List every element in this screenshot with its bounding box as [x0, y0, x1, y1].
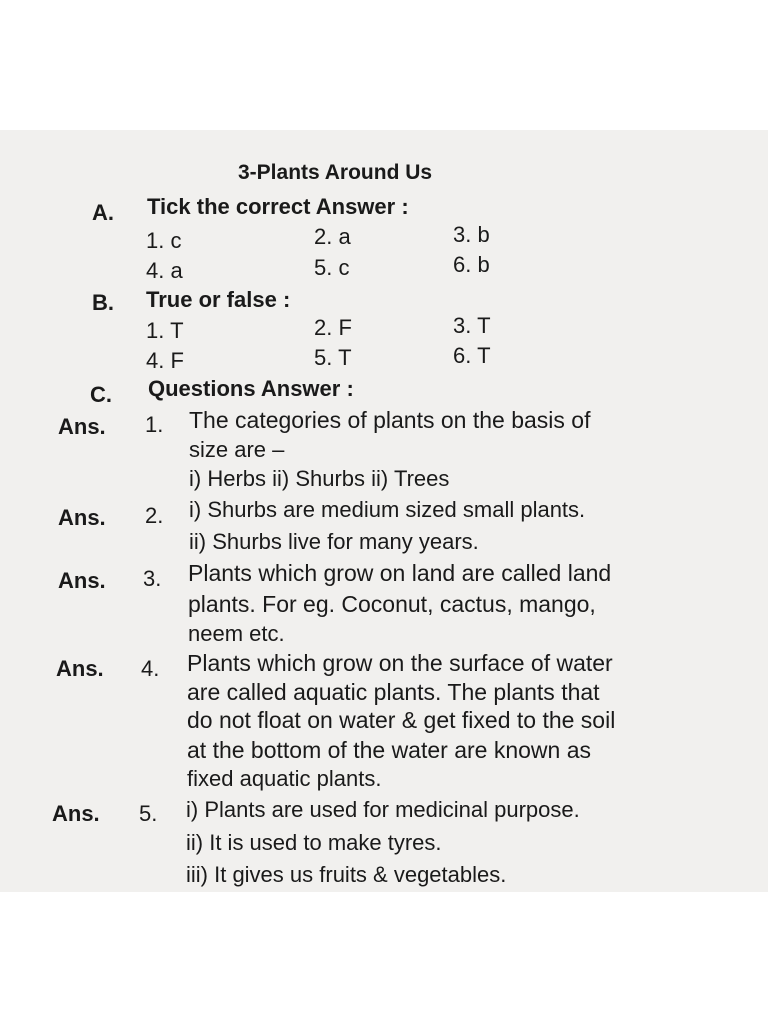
page-title: 3-Plants Around Us: [238, 161, 433, 184]
answer-5-line-3: iii) It gives us fruits & vegetables.: [186, 862, 507, 887]
section-c-heading: Questions Answer :: [148, 376, 354, 401]
section-a-answer-4: 4. a: [146, 258, 183, 283]
ans-label-1: Ans.: [58, 414, 106, 439]
section-b-letter: B.: [92, 290, 114, 315]
answer-4-line-1: Plants which grow on the surface of water: [187, 650, 613, 676]
ans-label-2: Ans.: [58, 505, 106, 530]
answer-1-line-3: i) Herbs ii) Shurbs ii) Trees: [189, 466, 450, 491]
section-c-letter: C.: [90, 382, 112, 407]
answer-3-line-1: Plants which grow on land are called land: [188, 560, 612, 586]
section-b-answer-4: 4. F: [146, 348, 184, 373]
answer-3-line-2: plants. For eg. Coconut, cactus, mango,: [188, 591, 596, 617]
answer-4-line-3: do not float on water & get fixed to the soil: [187, 707, 616, 733]
ans-label-5: Ans.: [52, 801, 100, 826]
answer-1-line-1: The categories of plants on the basis of: [189, 407, 591, 433]
section-b-answer-5: 5. T: [314, 345, 352, 370]
ans-label-4: Ans.: [56, 656, 104, 681]
question-number-2: 2.: [145, 503, 164, 528]
answer-4-line-4: at the bottom of the water are known as: [187, 737, 592, 763]
section-a-answer-2: 2. a: [314, 224, 351, 249]
section-a-letter: A.: [92, 200, 114, 225]
question-number-5: 5.: [139, 801, 158, 826]
section-a-heading: Tick the correct Answer :: [147, 194, 409, 219]
section-b-answer-1: 1. T: [146, 318, 184, 343]
question-number-1: 1.: [145, 412, 164, 437]
answer-2-line-1: i) Shurbs are medium sized small plants.: [189, 497, 586, 522]
question-number-4: 4.: [141, 656, 160, 681]
question-number-3: 3.: [143, 566, 162, 591]
section-b-answer-6: 6. T: [453, 343, 491, 368]
answer-1-line-2: size are –: [189, 437, 285, 462]
answer-5-line-2: ii) It is used to make tyres.: [186, 830, 442, 855]
section-b-answer-3: 3. T: [453, 313, 491, 338]
answer-4-line-5: fixed aquatic plants.: [187, 766, 382, 791]
answer-3-line-3: neem etc.: [188, 621, 285, 646]
section-a-answer-5: 5. c: [314, 255, 350, 280]
answer-2-line-2: ii) Shurbs live for many years.: [189, 529, 479, 554]
section-a-answer-3: 3. b: [453, 222, 490, 247]
section-b-heading: True or false :: [146, 287, 291, 312]
answer-5-line-1: i) Plants are used for medicinal purpose.: [186, 797, 580, 822]
section-a-answer-1: 1. c: [146, 228, 182, 253]
answer-4-line-2: are called aquatic plants. The plants that: [187, 679, 600, 705]
section-a-answer-6: 6. b: [453, 252, 490, 277]
section-b-answer-2: 2. F: [314, 315, 352, 340]
ans-label-3: Ans.: [58, 568, 106, 593]
